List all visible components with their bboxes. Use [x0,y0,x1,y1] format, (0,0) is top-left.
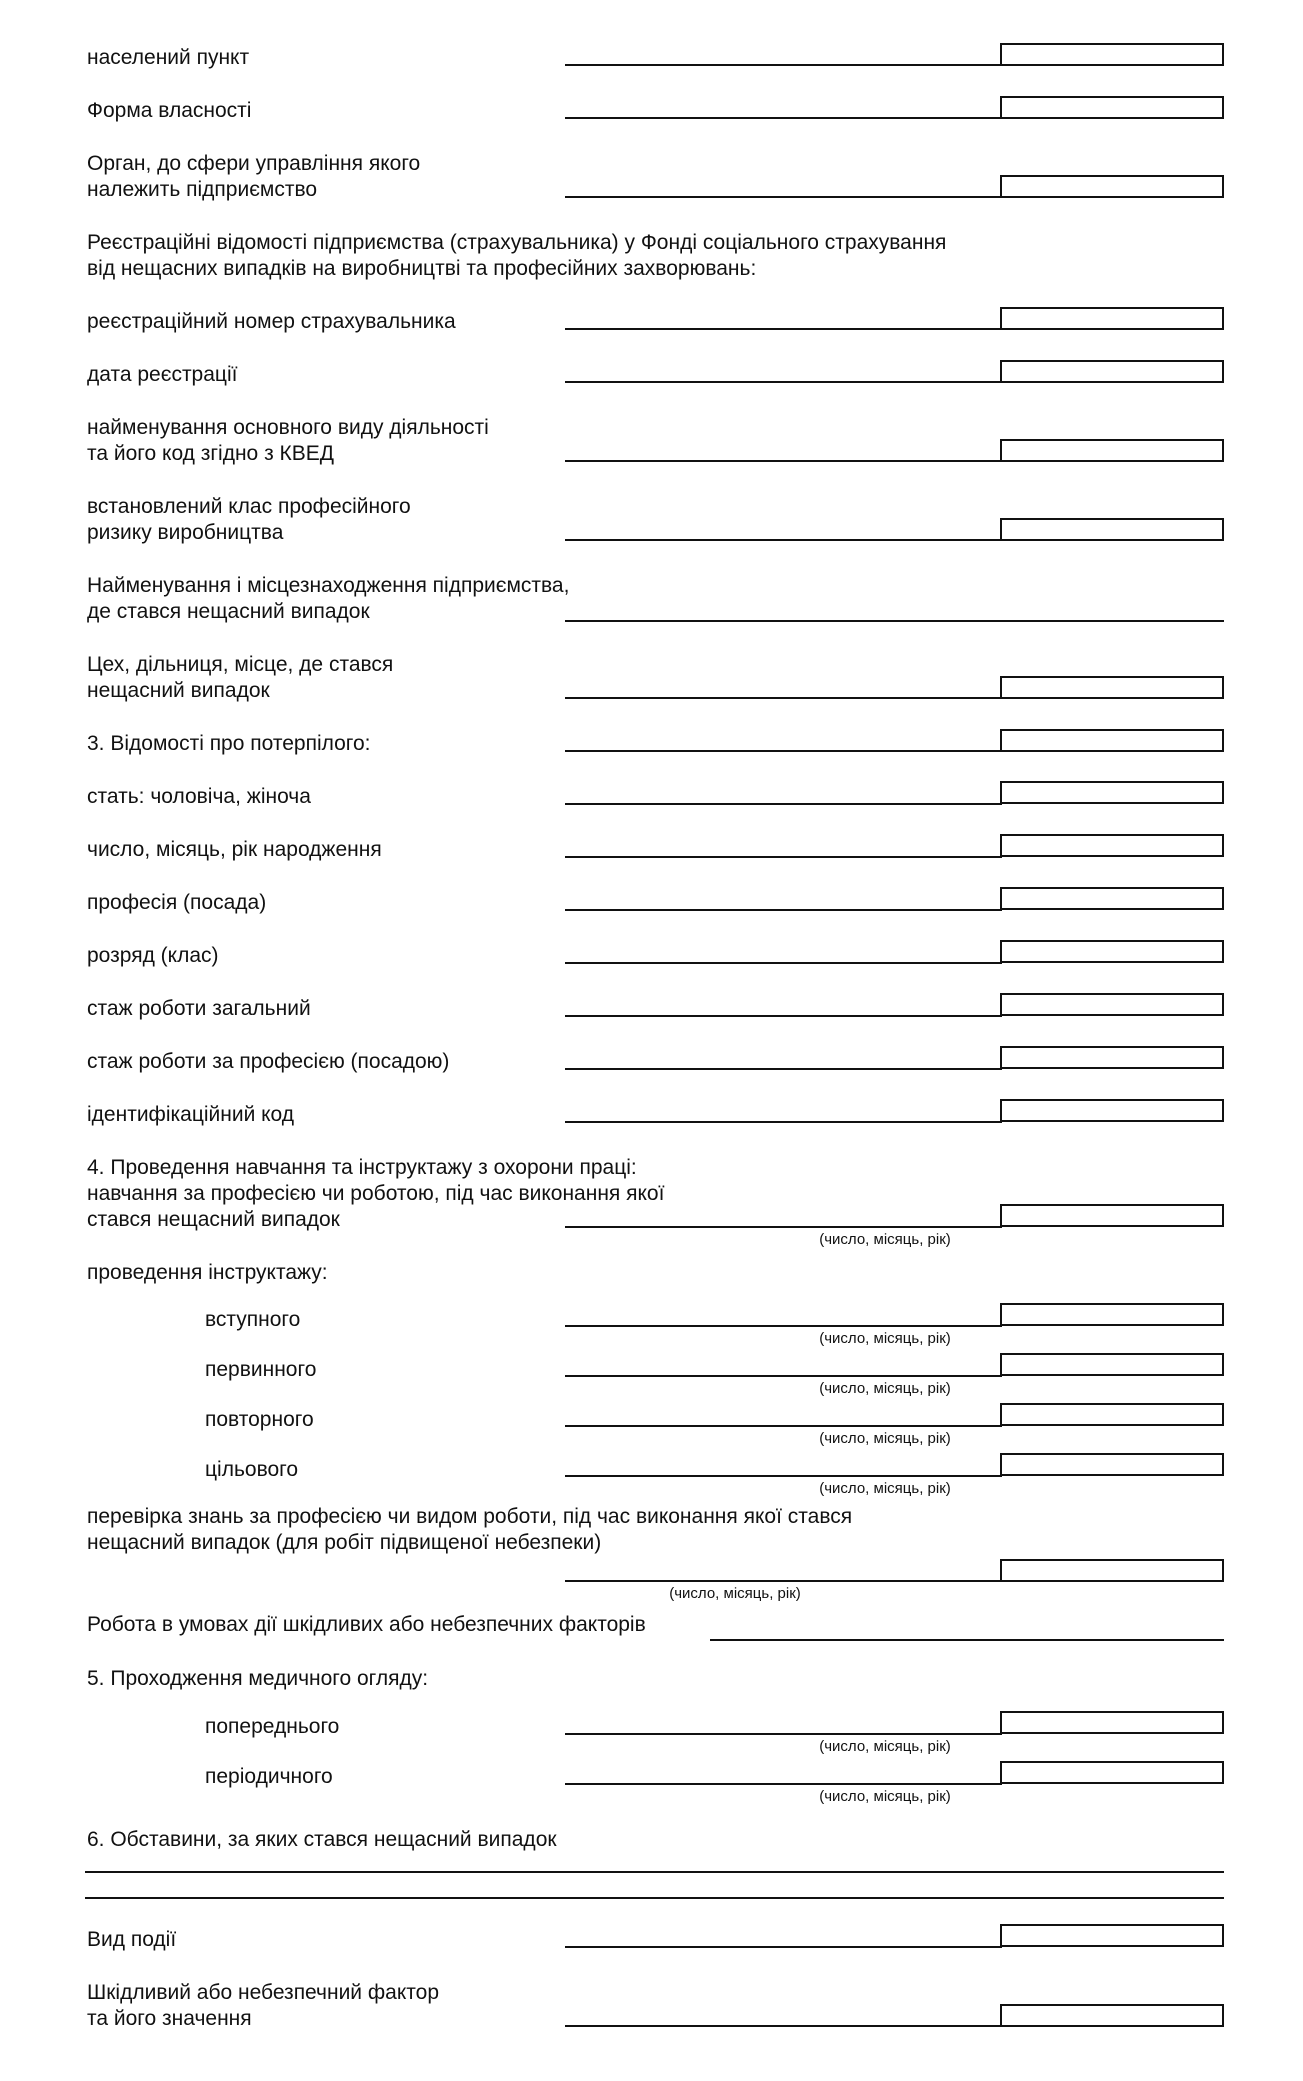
profession-experience-code-box[interactable] [1000,1046,1224,1069]
label-hazard-factor-line2: та його значення [87,2007,252,2030]
circumstances-line-1[interactable] [85,1871,1224,1873]
training-field[interactable] [565,1226,1002,1228]
circumstances-line-2[interactable] [85,1897,1224,1899]
label-briefing-heading: проведення інструктажу: [87,1261,328,1284]
briefing-targeted-field[interactable] [565,1475,1002,1477]
label-grade: розряд (клас) [87,944,219,967]
victim-field[interactable] [565,750,1002,752]
section-medical-exam-heading: 5. Проходження медичного огляду: [87,1667,429,1690]
briefing-targeted-caption: (число, місяць, рік) [819,1480,951,1497]
birth-date-field[interactable] [565,856,1002,858]
briefing-introductory-caption: (число, місяць, рік) [819,1330,951,1347]
event-type-code-box[interactable] [1000,1924,1224,1947]
profession-experience-field[interactable] [565,1068,1002,1070]
profession-field[interactable] [565,909,1002,911]
governing-body-field[interactable] [565,196,1002,198]
main-activity-field[interactable] [565,460,1002,462]
label-profession-experience: стаж роботи за професією (посадою) [87,1050,450,1073]
workshop-code-box[interactable] [1000,676,1224,699]
workshop-field[interactable] [565,697,1002,699]
label-training-line2: стався нещасний випадок [87,1208,340,1231]
label-gender: стать: чоловіча, жіноча [87,785,311,808]
hazardous-conditions-field[interactable] [710,1639,1224,1641]
birth-date-code-box[interactable] [1000,834,1224,857]
medical-periodic-caption: (число, місяць, рік) [819,1788,951,1805]
settlement-code-box[interactable] [1000,43,1224,66]
label-briefing-introductory: вступного [205,1308,301,1331]
briefing-primary-field[interactable] [565,1375,1002,1377]
label-medical-preliminary: попереднього [205,1715,340,1738]
section-registration-heading-line1: Реєстраційні відомості підприємства (страхувальника) у Фонді соціального страхування [87,231,947,254]
section-training-heading: 4. Проведення навчання та інструктажу з охорони праці: [87,1156,637,1179]
victim-code-box[interactable] [1000,729,1224,752]
label-total-experience: стаж роботи загальний [87,997,311,1020]
label-risk-class-line1: встановлений клас професійного [87,495,411,518]
gender-field[interactable] [565,803,1002,805]
briefing-introductory-field[interactable] [565,1325,1002,1327]
medical-periodic-field[interactable] [565,1783,1002,1785]
enterprise-location-field[interactable] [565,620,1224,622]
label-enterprise-location-line2: де стався нещасний випадок [87,600,370,623]
label-governing-body-line1: Орган, до сфери управління якого [87,152,421,175]
section-registration-heading-line2: від нещасних випадків на виробництві та професійних захворювань: [87,257,757,280]
knowledge-check-caption: (число, місяць, рік) [669,1585,801,1602]
knowledge-check-code-box[interactable] [1000,1559,1224,1582]
settlement-field[interactable] [565,64,1002,66]
briefing-repeated-caption: (число, місяць, рік) [819,1430,951,1447]
label-hazardous-conditions: Робота в умовах дії шкідливих або небезпечних факторів [87,1613,646,1636]
registration-date-code-box[interactable] [1000,360,1224,383]
knowledge-check-field[interactable] [565,1580,1002,1582]
label-profession: професія (посада) [87,891,267,914]
section-victim-heading: 3. Відомості про потерпілого: [87,732,371,755]
label-knowledge-check-line1: перевірка знань за професією чи видом роботи, під час виконання якої стався [87,1505,853,1528]
event-type-field[interactable] [565,1946,1002,1948]
label-risk-class-line2: ризику виробництва [87,521,284,544]
label-event-type: Вид події [87,1928,177,1951]
briefing-primary-code-box[interactable] [1000,1353,1224,1376]
label-tax-id: ідентифікаційний код [87,1103,295,1126]
medical-preliminary-code-box[interactable] [1000,1711,1224,1734]
briefing-targeted-code-box[interactable] [1000,1453,1224,1476]
label-enterprise-location-line1: Найменування і місцезнаходження підприємства, [87,574,570,597]
ownership-form-code-box[interactable] [1000,96,1224,119]
label-briefing-targeted: цільового [205,1458,299,1481]
total-experience-code-box[interactable] [1000,993,1224,1016]
medical-preliminary-caption: (число, місяць, рік) [819,1738,951,1755]
hazard-factor-code-box[interactable] [1000,2004,1224,2027]
label-main-activity-line1: найменування основного виду діяльності [87,416,489,439]
total-experience-field[interactable] [565,1015,1002,1017]
label-registration-date: дата реєстрації [87,363,238,386]
gender-code-box[interactable] [1000,781,1224,804]
profession-code-box[interactable] [1000,887,1224,910]
briefing-primary-caption: (число, місяць, рік) [819,1380,951,1397]
registration-number-code-box[interactable] [1000,307,1224,330]
risk-class-code-box[interactable] [1000,518,1224,541]
governing-body-code-box[interactable] [1000,175,1224,198]
label-workshop-line1: Цех, дільниця, місце, де стався [87,653,394,676]
label-main-activity-line2: та його код згідно з КВЕД [87,442,334,465]
label-workshop-line2: нещасний випадок [87,679,270,702]
grade-field[interactable] [565,962,1002,964]
label-ownership-form: Форма власності [87,99,252,122]
medical-preliminary-field[interactable] [565,1733,1002,1735]
label-medical-periodic: періодичного [205,1765,333,1788]
risk-class-field[interactable] [565,539,1002,541]
section-circumstances-heading: 6. Обставини, за яких стався нещасний випадок [87,1828,557,1851]
briefing-introductory-code-box[interactable] [1000,1303,1224,1326]
training-code-box[interactable] [1000,1204,1224,1227]
tax-id-field[interactable] [565,1121,1002,1123]
label-registration-number: реєстраційний номер страхувальника [87,310,456,333]
training-date-caption: (число, місяць, рік) [819,1231,951,1248]
label-hazard-factor-line1: Шкідливий або небезпечний фактор [87,1981,439,2004]
grade-code-box[interactable] [1000,940,1224,963]
label-training-line1: навчання за професією чи роботою, під час виконання якої [87,1182,665,1205]
briefing-repeated-code-box[interactable] [1000,1403,1224,1426]
briefing-repeated-field[interactable] [565,1425,1002,1427]
label-settlement: населений пункт [87,46,250,69]
label-briefing-repeated: повторного [205,1408,314,1431]
main-activity-code-box[interactable] [1000,439,1224,462]
registration-number-field[interactable] [565,328,1002,330]
medical-periodic-code-box[interactable] [1000,1761,1224,1784]
hazard-factor-field[interactable] [565,2025,1002,2027]
registration-date-field[interactable] [565,381,1002,383]
label-birth-date: число, місяць, рік народження [87,838,382,861]
label-briefing-primary: первинного [205,1358,317,1381]
tax-id-code-box[interactable] [1000,1099,1224,1122]
ownership-form-field[interactable] [565,117,1002,119]
label-knowledge-check-line2: нещасний випадок (для робіт підвищеної небезпеки) [87,1531,602,1554]
label-governing-body-line2: належить підприємство [87,178,318,201]
